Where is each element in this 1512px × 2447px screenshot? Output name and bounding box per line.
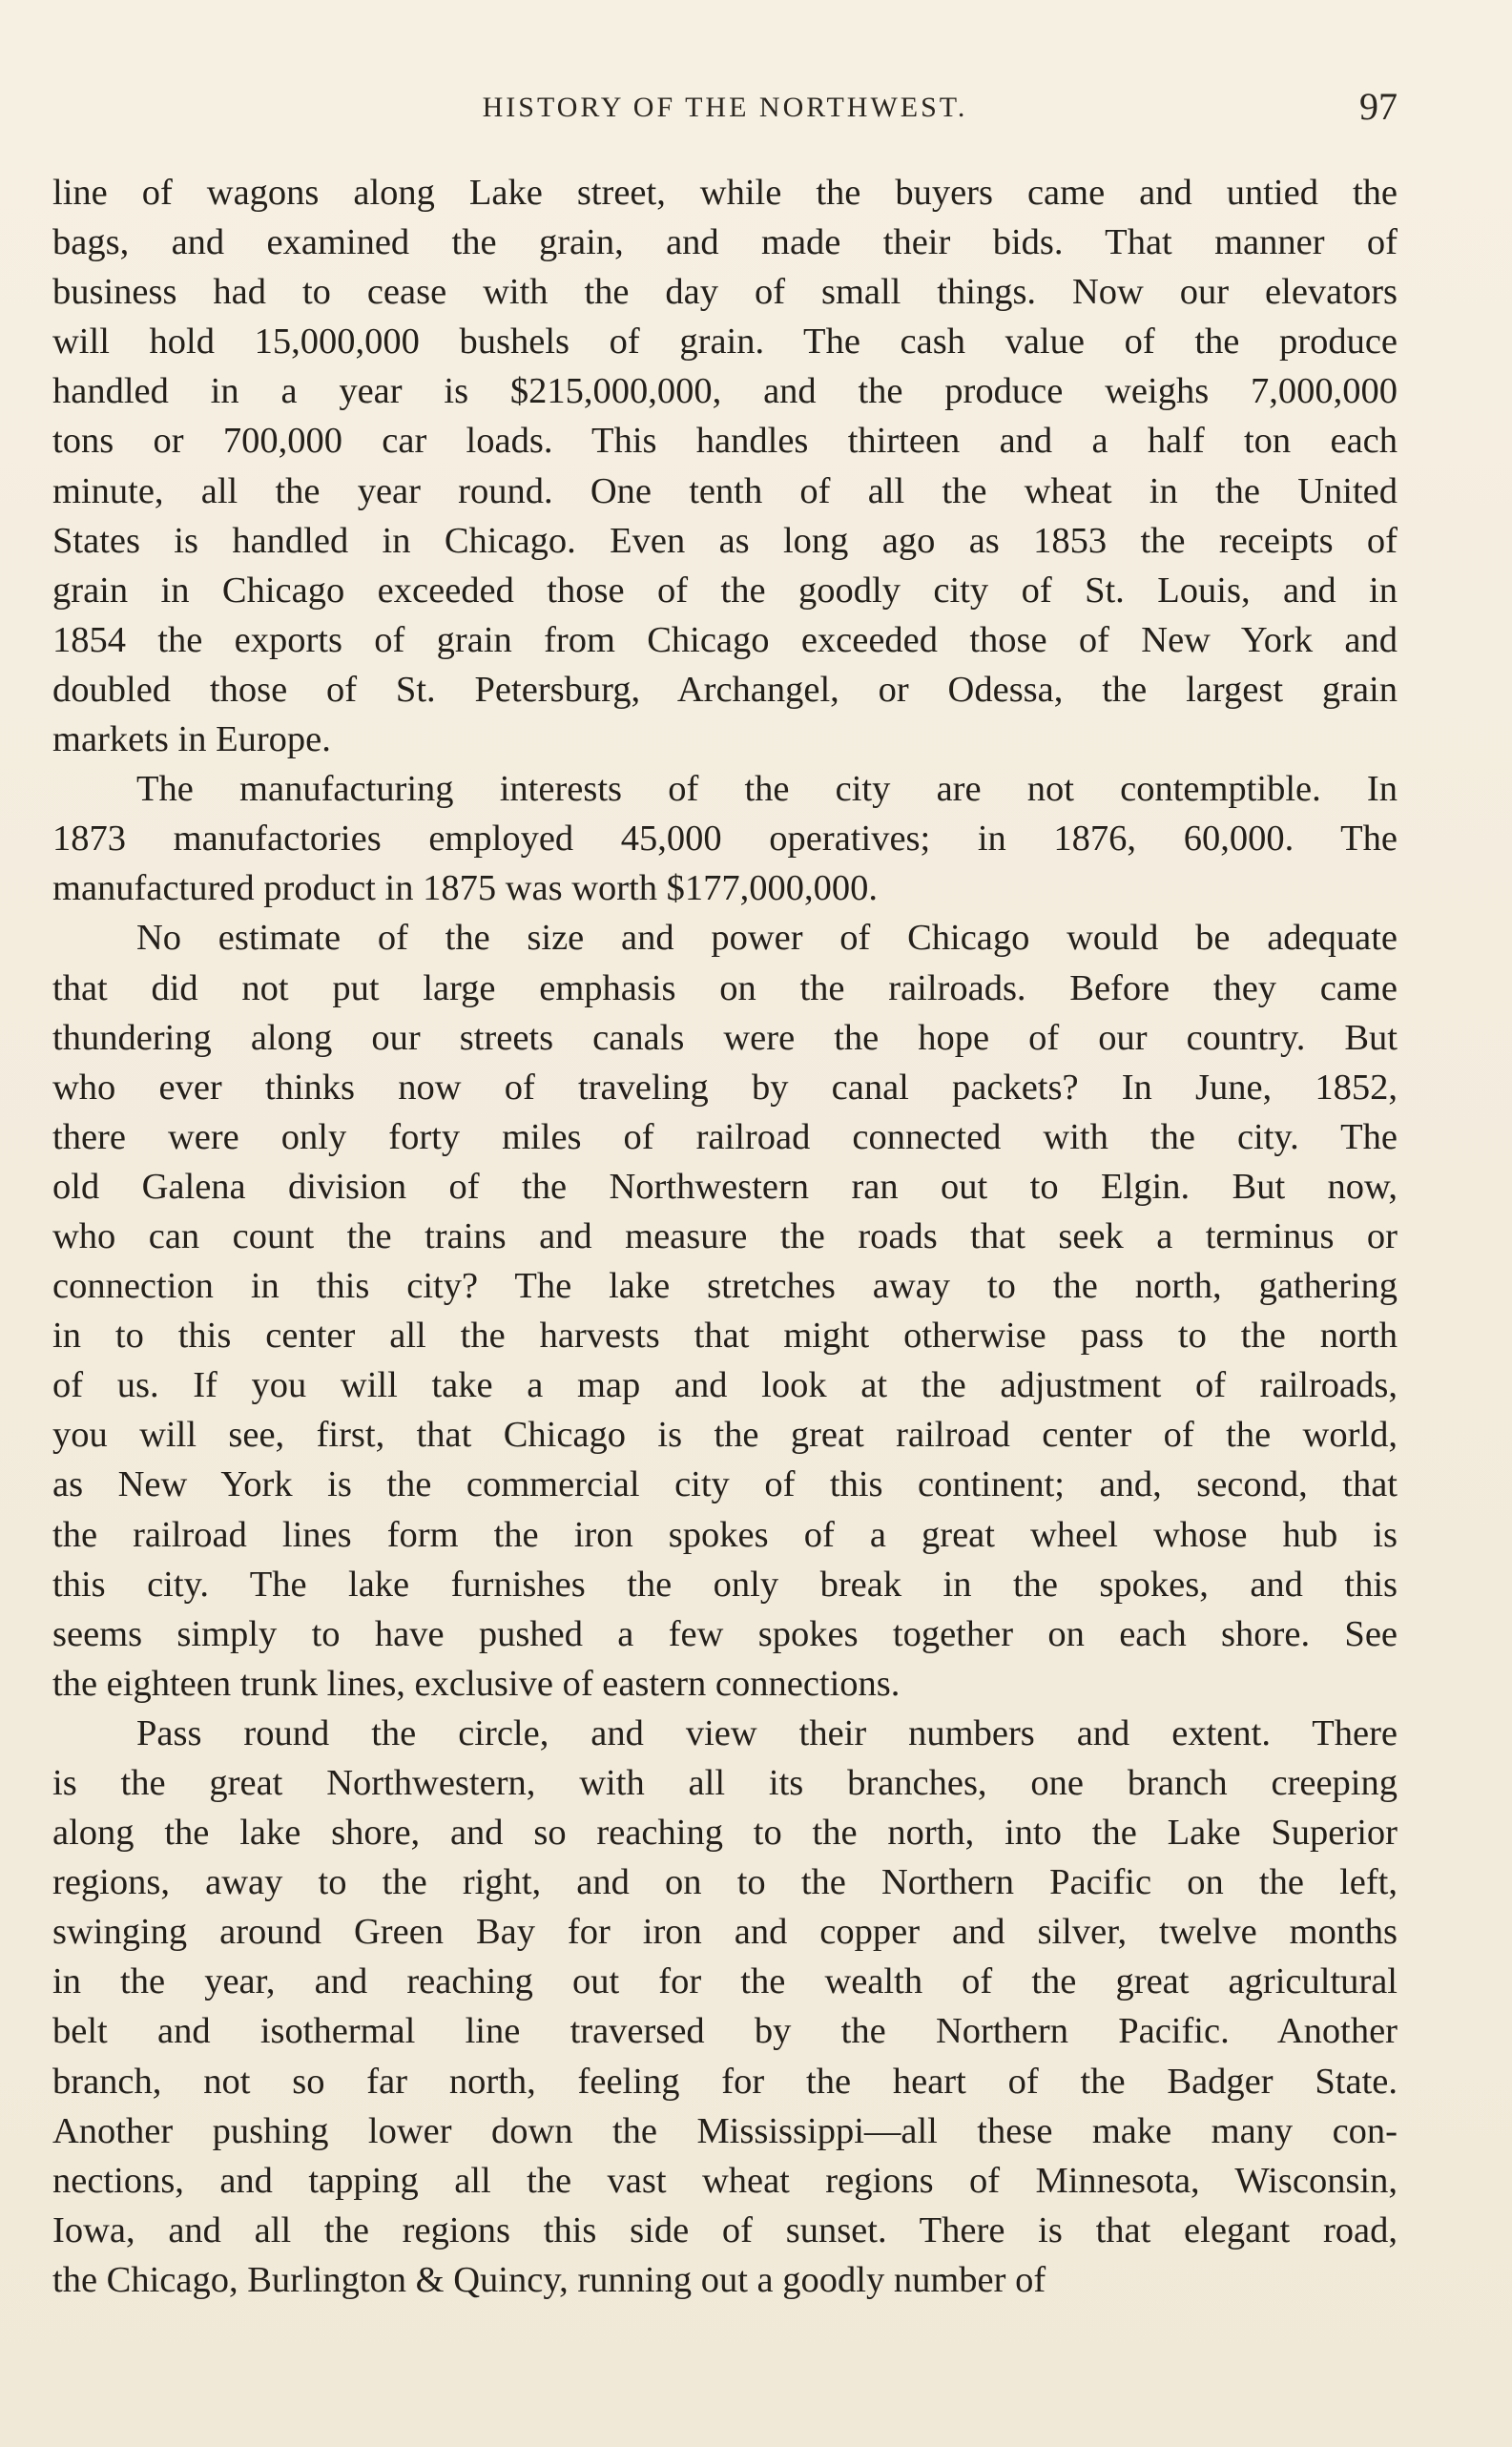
page-number: 97: [1359, 85, 1398, 128]
text-line: as New York is the commercial city of this continent; and, second, that: [52, 1464, 1398, 1505]
text-line: 1873 manufactories employed 45,000 operatives; in 1876, 60,000. The: [52, 819, 1398, 860]
text-line: nections, and tapping all the vast wheat regions of Minnesota, Wisconsin,: [52, 2160, 1398, 2201]
text-line: tons or 700,000 car loads. This handles thirteen and a half ton each: [52, 421, 1398, 462]
text-line: old Galena division of the Northwestern ran out to Elgin. But now,: [52, 1166, 1398, 1207]
text-line: handled in a year is $215,000,000, and the produce weighs 7,000,000: [52, 371, 1398, 412]
text-line: in the year, and reaching out for the wealth of the great agricultural: [52, 1961, 1398, 2002]
text-line: swinging around Green Bay for iron and copper and silver, twelve months: [52, 1912, 1398, 1953]
text-line: Pass round the circle, and view their numbers and extent. There: [136, 1712, 1398, 1753]
text-line: in to this center all the harvests that might otherwise pass to the north: [52, 1316, 1398, 1357]
text-line: line of wagons along Lake street, while the buyers came and untied the: [52, 173, 1398, 213]
text-line: you will see, first, that Chicago is the great railroad center of the world,: [52, 1415, 1398, 1456]
text-line: who can count the trains and measure the roads that seek a terminus or: [52, 1215, 1398, 1256]
paragraph: [52, 1709, 1398, 2305]
paragraph: [52, 764, 1398, 913]
text-line: the Chicago, Burlington & Quincy, running out a goodly number of: [52, 2259, 1046, 2300]
text-line: along the lake shore, and so reaching to the north, into the Lake Superior: [52, 1813, 1398, 1854]
text-line: manufactured product in 1875 was worth $177,000,000.: [52, 868, 879, 909]
text-line: that did not put large emphasis on the railroads. Before they came: [52, 967, 1398, 1008]
text-line: No estimate of the size and power of Chicago would be adequate: [136, 918, 1398, 959]
text-line: States is handled in Chicago. Even as long ago as 1853 the receipts of: [52, 520, 1398, 561]
text-line: markets in Europe.: [52, 719, 331, 760]
text-line: thundering along our streets canals were the hope of our country. But: [52, 1017, 1398, 1058]
text-line: seems simply to have pushed a few spokes together on each shore. See: [52, 1613, 1398, 1654]
text-line: bags, and examined the grain, and made their bids. That manner of: [52, 222, 1398, 263]
paragraph: [52, 168, 1398, 764]
text-line: is the great Northwestern, with all its branches, one branch creeping: [52, 1763, 1398, 1803]
paragraph: [52, 913, 1398, 1709]
text-line: this city. The lake furnishes the only break in the spokes, and this: [52, 1564, 1398, 1605]
text-line: Another pushing lower down the Mississippi—all these make many con-: [52, 2110, 1398, 2151]
text-line: grain in Chicago exceeded those of the goodly city of St. Louis, and in: [52, 570, 1398, 611]
text-line: Iowa, and all the regions this side of sunset. There is that elegant road,: [52, 2209, 1398, 2250]
text-line: connection in this city? The lake stretches away to the north, gathering: [52, 1266, 1398, 1307]
text-line: the eighteen trunk lines, exclusive of eastern connections.: [52, 1663, 901, 1704]
running-head: HISTORY OF THE NORTHWEST.: [482, 92, 968, 123]
text-line: branch, not so far north, feeling for the heart of the Badger State.: [52, 2061, 1398, 2102]
text-line: minute, all the year round. One tenth of all the wheat in the United: [52, 470, 1398, 511]
text-line: The manufacturing interests of the city are not contemptible. In: [136, 769, 1398, 810]
text-line: business had to cease with the day of small things. Now our elevators: [52, 272, 1398, 313]
text-line: there were only forty miles of railroad connected with the city. The: [52, 1116, 1398, 1157]
text-line: will hold 15,000,000 bushels of grain. The cash value of the produce: [52, 321, 1398, 363]
text-line: the railroad lines form the iron spokes of a great wheel whose hub is: [52, 1514, 1398, 1555]
body-text: [52, 168, 1398, 2305]
text-line: of us. If you will take a map and look at the adjustment of railroads,: [52, 1365, 1398, 1406]
text-line: doubled those of St. Petersburg, Archangel, or Odessa, the largest grain: [52, 669, 1398, 710]
text-line: who ever thinks now of traveling by canal packets? In June, 1852,: [52, 1067, 1398, 1108]
text-line: 1854 the exports of grain from Chicago exceeded those of New York and: [52, 619, 1398, 660]
text-line: belt and isothermal line traversed by the Northern Pacific. Another: [52, 2011, 1398, 2052]
page-header: [52, 84, 1398, 132]
text-line: regions, away to the right, and on to the Northern Pacific on the left,: [52, 1862, 1398, 1903]
